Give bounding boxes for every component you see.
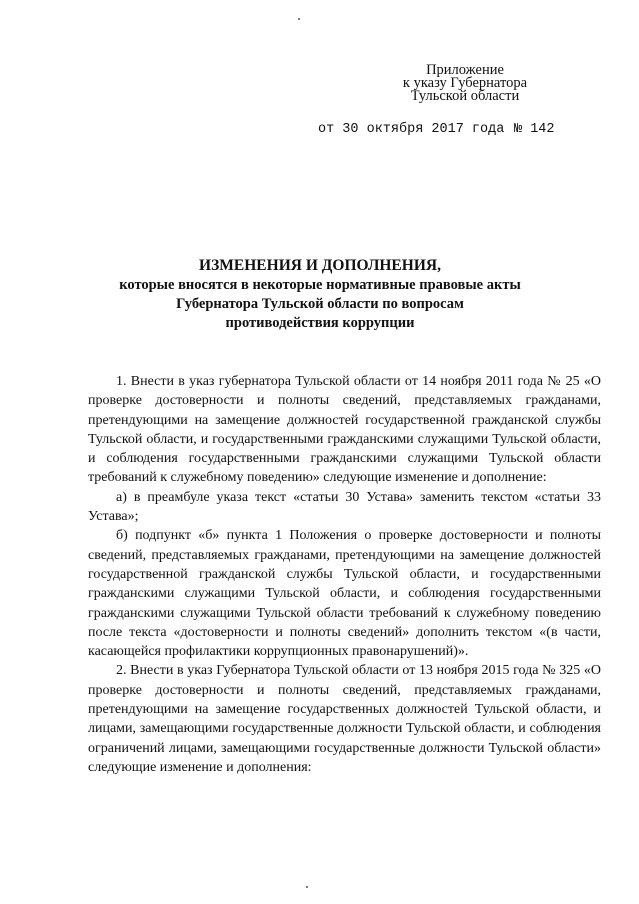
body-paragraph: а) в преамбуле указа текст «статьи 30 Устава» заменить текстом «статьи 33 Устава»; xyxy=(88,489,601,525)
scan-speck xyxy=(298,18,300,20)
title-line: которые вносятся в некоторые нормативные правовые акты xyxy=(119,277,521,293)
scan-speck xyxy=(306,886,308,888)
body-paragraph: 1. Внести в указ губернатора Тульской области от 14 ноября 2011 года № 25 «О проверке достоверности и полноты сведений, представляемых гражданами, претендующими на замещение должностей государственной гражданской службы Тульской области, и государственными гражданскими служащими Тульской области, и соблюдения государственными гражданскими служащими Тульской области требований к служебному поведению» следующие изменение и дополнение: xyxy=(88,374,601,486)
date-number-line xyxy=(318,122,578,137)
appendix-block xyxy=(380,64,550,103)
document-body xyxy=(88,372,601,777)
body-paragraph: 2. Внести в указ Губернатора Тульской области от 13 ноября 2015 года № 325 «О проверке достоверности и полноты сведений, представляемых гражданами, претендующими на замещение государственных должностей Тульской области, и лицами, замещающими государственные должности Тульской области, и соблюдения ограничений лицами, замещающими государственные должности Тульской области» следующие изменение и дополнения: xyxy=(88,663,601,775)
document-title xyxy=(60,256,580,333)
decree-date: от 30 октября 2017 года xyxy=(318,122,505,137)
title-line: Губернатора Тульской области по вопросам xyxy=(176,296,464,312)
decree-number: № 142 xyxy=(514,122,555,137)
body-paragraph: б) подпункт «б» пункта 1 Положения о проверке достоверности и полноты сведений, представляемых гражданами, претендующими на замещение должностей государственной гражданской службы Тульской области, и государственными гражданскими служащими Тульской области, и соблюдения государственными гражданскими служащими Тульской области требований к служебному поведению после текста «достоверности и полноты сведений» дополнить текстом «(в части, касающейся профилактики коррупционных правонарушений)». xyxy=(88,528,601,660)
appendix-line: к указу Губернатора xyxy=(402,75,528,91)
title-line: ИЗМЕНЕНИЯ И ДОПОЛНЕНИЯ, xyxy=(199,257,441,274)
title-line: противодействия коррупции xyxy=(225,315,415,331)
appendix-line: Приложение xyxy=(426,62,504,78)
appendix-line: Тульской области xyxy=(410,88,520,104)
